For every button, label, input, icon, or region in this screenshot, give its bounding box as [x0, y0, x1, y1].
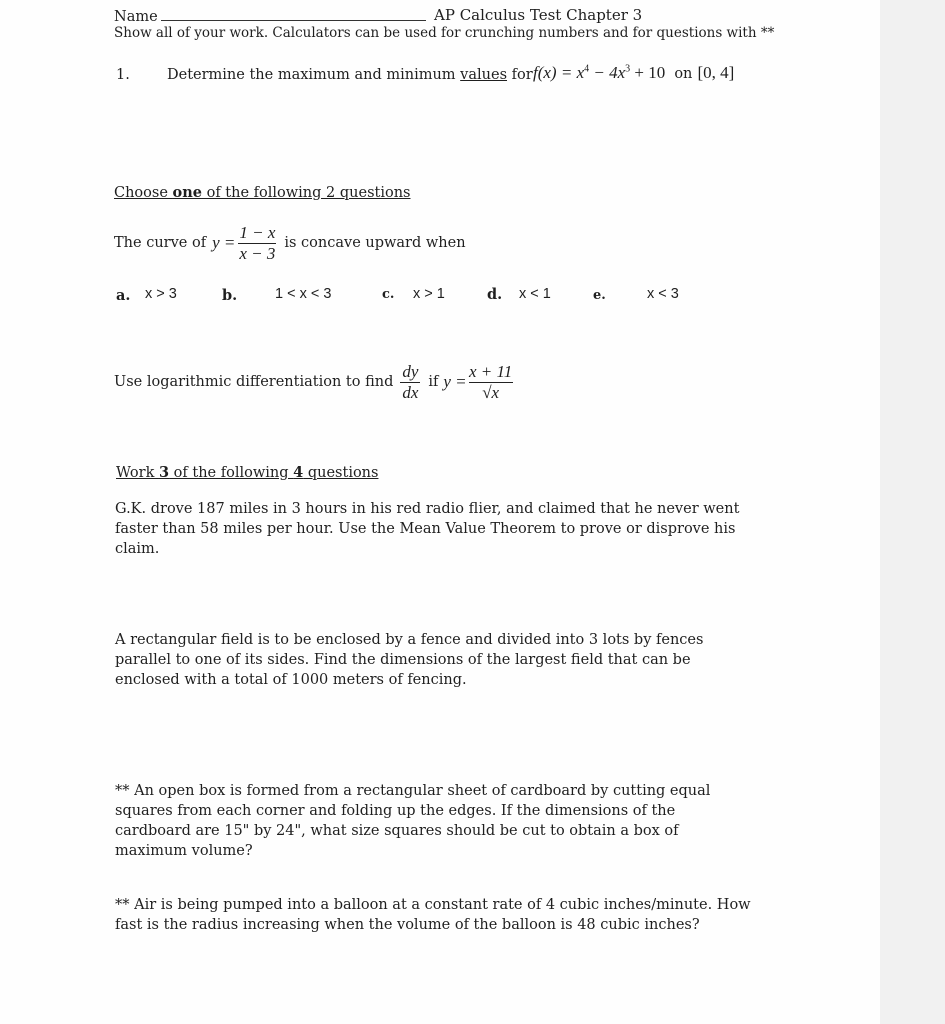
section2-heading [116, 464, 378, 481]
choice-d-letter: d. [487, 286, 503, 303]
logdiff-if: if [428, 374, 439, 390]
choice-a-value: x > 3 [145, 286, 177, 302]
section1-head-a: Choose [114, 185, 173, 201]
choice-b-value: 1 < x < 3 [275, 286, 332, 302]
section2-head-bold1: 3 [158, 464, 170, 481]
problem-mvt: G.K. drove 187 miles in 3 hours in his red radio flier, and claimed that he never went faster than 58 miles per hour. Use the Mean Value Theorem to prove or disprove his claim. [115, 501, 740, 557]
choice-c-value: x > 1 [413, 286, 445, 302]
dy: dy [402, 361, 419, 381]
concave-fraction [238, 224, 276, 263]
choice-a-letter: a. [116, 287, 131, 304]
q1-on: on [674, 66, 693, 82]
problem-box: ** An open box is formed from a rectangular sheet of cardboard by cutting equal squares from each corner and folding up the edges. If the dimensions of the cardboard are 15" by 24", what size squares should be cut to obtain a box of maximum volume? [115, 783, 711, 859]
concave-y-eq: y = [212, 233, 236, 252]
concave-prefix: The curve of [114, 235, 207, 251]
page-title: AP Calculus Test Chapter 3 [434, 6, 643, 24]
concave-numerator: 1 − x [239, 222, 276, 242]
choice-c-letter: c. [382, 287, 395, 302]
name-blank-line [161, 7, 426, 21]
logdiff-denominator [469, 384, 513, 402]
q1-exp4: 4 [584, 63, 590, 75]
section2-head-c: questions [303, 465, 379, 481]
q1-func-plus: + 10 [630, 63, 666, 82]
choice-b-letter: b. [222, 287, 238, 304]
q1-text-values: values [460, 67, 508, 83]
logdiff-fraction [469, 363, 513, 402]
q1-number: 1. [116, 67, 130, 83]
section2-head-a: Work [116, 465, 159, 481]
choice-e-value: x < 3 [647, 286, 679, 302]
concave-denominator: x − 3 [239, 243, 276, 263]
section2-head-b: of the following [169, 465, 294, 481]
sqrt-icon: √ [482, 382, 492, 402]
q1-func-minus: − 4x [589, 63, 626, 82]
q1-interval: [0, 4] [697, 63, 735, 82]
q1-function [533, 63, 734, 83]
instructions: Show all of your work. Calculators can be used for crunching numbers and for questions with ** [114, 25, 775, 41]
section1-head-b: of the following 2 questions [201, 185, 411, 201]
q1-exp3: 3 [625, 63, 631, 75]
logdiff-numerator: x + 11 [469, 361, 513, 381]
q1-func-lhs: f(x) = x [533, 63, 585, 82]
section1-heading [114, 184, 411, 201]
sqrt-radicand: x [491, 382, 500, 402]
dx: dx [402, 382, 419, 402]
choice-d-value: x < 1 [519, 286, 551, 302]
q1-text-b: for [507, 67, 533, 83]
logdiff-prefix: Use logarithmic differentiation to find [114, 374, 394, 390]
name-field [114, 7, 426, 25]
concave-suffix: is concave upward when [284, 235, 466, 251]
logdiff-question [114, 360, 513, 404]
logdiff-y-eq: y = [443, 372, 467, 391]
problem-balloon: ** Air is being pumped into a balloon at a constant rate of 4 cubic inches/minute. How fast is the radius increasing when the volume of the balloon is 48 cubic inches? [115, 897, 751, 933]
q1-text [167, 67, 533, 83]
choice-e-letter: e. [593, 288, 606, 303]
q1-text-a: Determine the maximum and minimum [167, 67, 461, 83]
concave-question [114, 221, 466, 265]
section2-head-bold2: 4 [293, 464, 304, 481]
problem-fence: A rectangular field is to be enclosed by a fence and divided into 3 lots by fences parallel to one of its sides. Find the dimensions of the largest field that can be enclosed with a total of 1000 meters of fencing. [115, 632, 704, 688]
dydx-fraction [400, 363, 420, 402]
section1-head-bold: one [172, 184, 202, 201]
name-label: Name [114, 9, 158, 25]
